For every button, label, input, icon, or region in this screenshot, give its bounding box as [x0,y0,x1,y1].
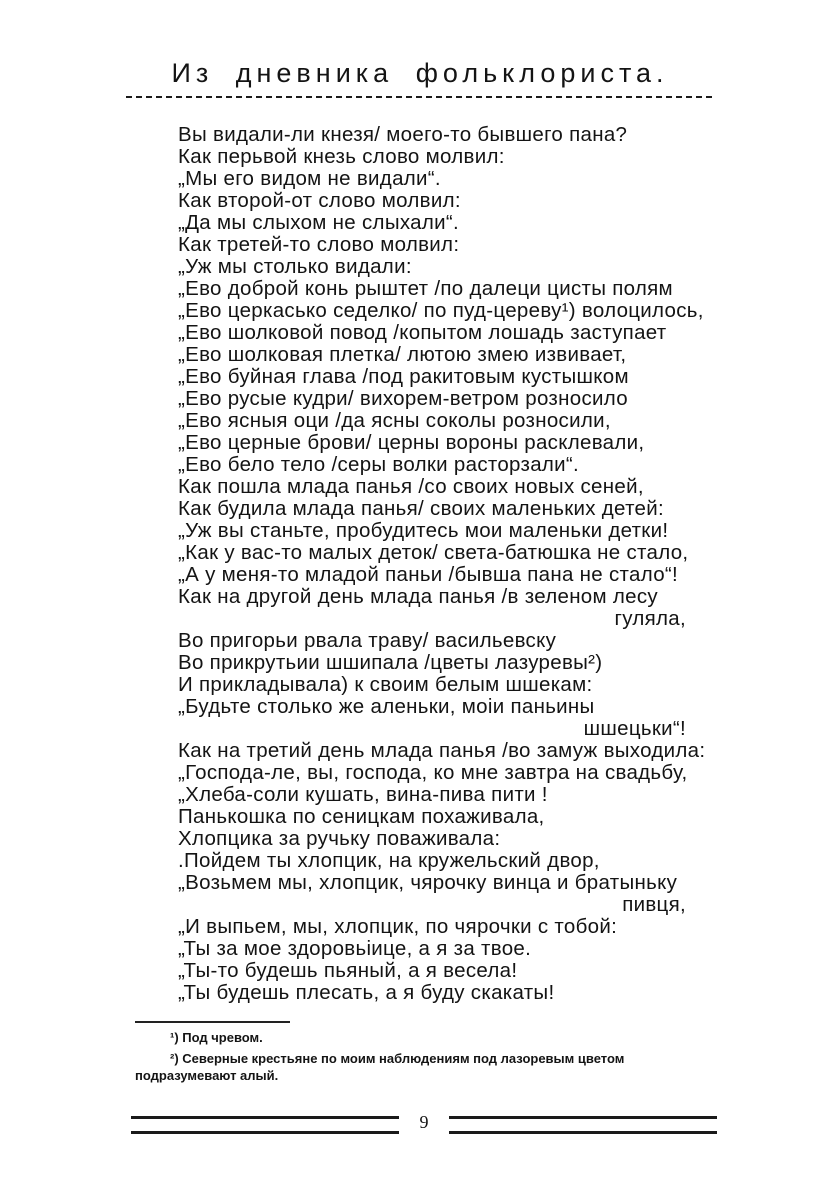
footnote-separator [135,1021,290,1023]
poem-line: Как пошла млада панья /со своих новых сеней, [178,475,644,498]
poem-line: „Хлеба-соли кушать, вина-пива пити ! [178,783,548,806]
poem-line: „Ты за мое здоровьiице, а я за твое. [178,937,532,960]
poem-line: „Ево доброй конь рыштет /по далеци цисты полям [178,277,673,300]
poem-line: Панькошка по сеницкам похаживала, [178,805,545,828]
footnotes [135,1029,720,1084]
poem-line: „Как у вас-то малых деток/ света-батюшка не стало, [178,541,689,564]
poem-line-continuation: шшецьки“! [583,717,686,740]
poem-line: „Ево буйная глава /под ракитовым кустышком [178,365,629,388]
poem-line: „Ты будешь плесать, а я буду скакаты! [178,981,555,1004]
poem-text [178,124,718,1004]
poem-line-continuation: гуляла, [614,607,686,630]
poem-line: Как третей-то слово молвил: [178,233,460,256]
page-footer [131,1110,717,1134]
header-rule [126,96,712,98]
poem-line: „Будьте столько же аленьки, моiи паньины [178,695,595,718]
poem-line: Как второй-от слово молвил: [178,189,461,212]
poem-line: „Возьмем мы, хлопцик, чярочку винца и братыньку [178,871,678,894]
poem-line: Вы видали-ли кнезя/ моего-то бывшего пана? [178,123,628,146]
poem-line: „Уж вы станьте, пробудитесь мои маленьки детки! [178,519,669,542]
poem-line: „Ево русые кудри/ вихорем-ветром розносило [178,387,628,410]
poem-line: .Пойдем ты хлопцик, на кружельский двор, [178,849,600,872]
poem-line: Как перьвой кнезь слово молвил: [178,145,505,168]
poem-line: „Мы его видом не видали“. [178,167,441,190]
poem-line: Как на другой день млада панья /в зеленом лесу [178,585,658,608]
poem-line: „А у меня-то младой паньи /бывша пана не стало“! [178,563,679,586]
poem-line: „И выпьем, мы, хлопцик, по чярочки с тобой: [178,915,618,938]
footnote-1: ¹) Под чревом. [170,1030,263,1045]
poem-line: Как на третий день млада панья /во замуж выходила: [178,739,706,762]
poem-line: „Ево церкасько седелко/ по пуд-цереву¹) волоцилось, [178,299,704,322]
poem-line: И прикладывала) к своим белым шшекам: [178,673,593,696]
poem-line: „Ево шолковая плетка/ лютою змею извивает, [178,343,627,366]
poem-line: „Ево ясныя оци /да ясны соколы розносили, [178,409,611,432]
poem-line: Хлопцика за ручьку поваживала: [178,827,501,850]
poem-line-continuation: пивця, [622,893,686,916]
poem-line: „Ты-то будешь пьяный, а я весела! [178,959,518,982]
page-number: 9 [419,1112,429,1132]
poem-line: Во прикрутьии шшипала /цветы лазуревы²) [178,651,603,674]
poem-line: „Да мы слыхом не слыхали“. [178,211,460,234]
poem-line: „Ево шолковой повод /копытом лошадь заступает [178,321,667,344]
poem-line: „Ево церные брови/ церны вороны расклевали, [178,431,645,454]
poem-line: „Господа-ле, вы, господа, ко мне завтра на свадьбу, [178,761,688,784]
poem-line: „Уж мы столько видали: [178,255,412,278]
running-head: Из дневника фольклориста. [171,58,669,88]
poem-line: Как будила млада панья/ своих маленьких детей: [178,497,664,520]
poem-line: „Ево бело тело /серы волки расторзали“. [178,453,580,476]
footnote-2: ²) Северные крестьяне по моим наблюдениям под лазоревым цветом подразумевают алый. [135,1051,625,1083]
poem-line: Во пригорьи рвала траву/ васильевску [178,629,557,652]
